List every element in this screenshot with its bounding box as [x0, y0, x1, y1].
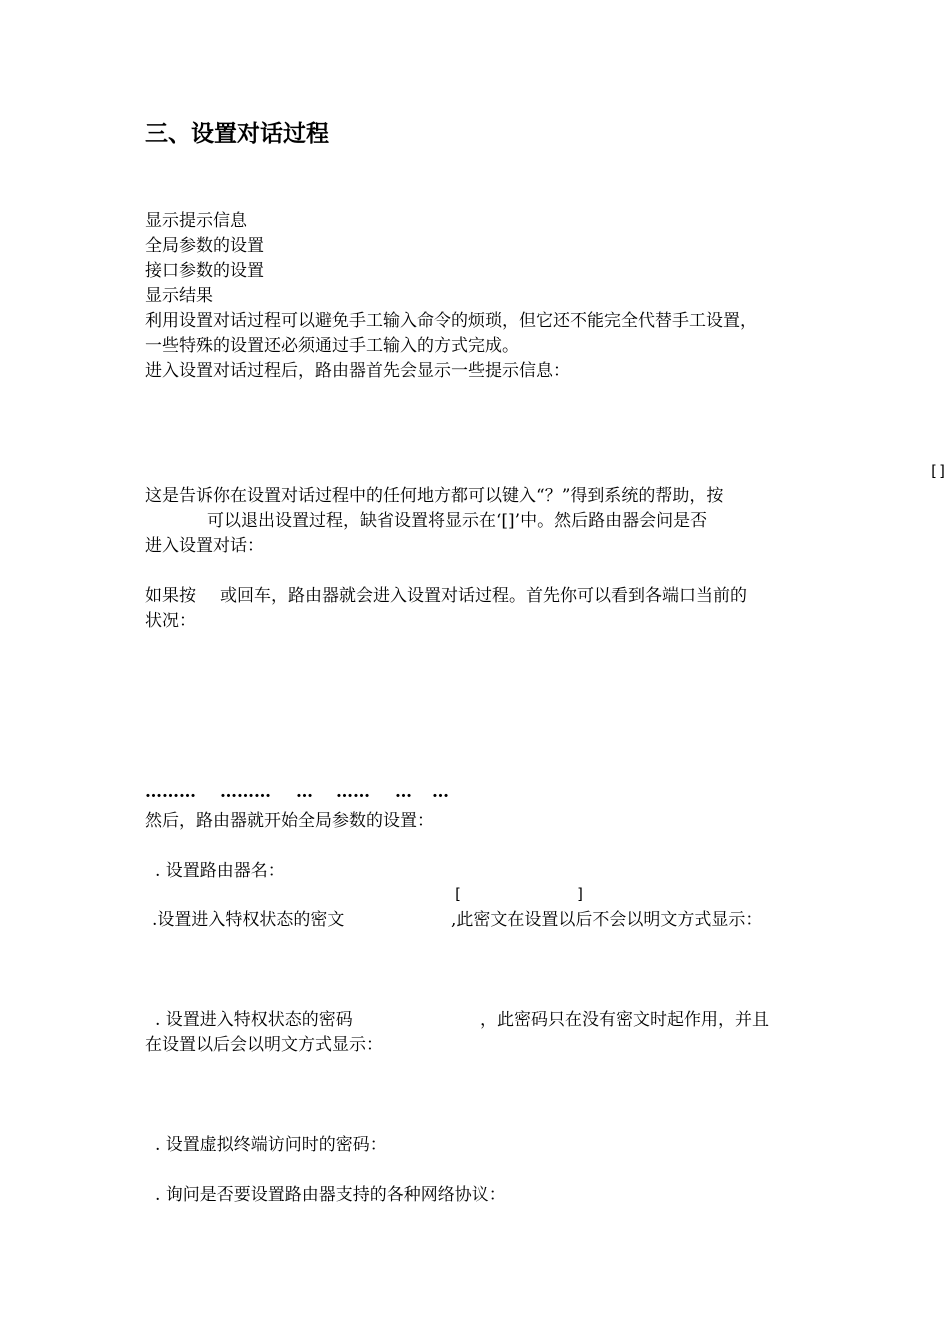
list-item: 显示结果 [145, 286, 213, 306]
ellipsis: ……… [145, 782, 196, 802]
paragraph-line: 在设置以后会以明文方式显示： [145, 1035, 383, 1055]
ellipsis: … [395, 782, 412, 802]
paragraph-line: 状况： [145, 611, 196, 631]
paragraph-line: 这是告诉你在设置对话过程中的任何地方都可以键入“？”得到系统的帮助，按 [145, 486, 724, 506]
ellipsis: … [432, 782, 449, 802]
paragraph-line: 进入设置对话： [145, 536, 264, 556]
side-bracket: [] [929, 462, 948, 480]
ellipsis: ……… [220, 782, 271, 802]
bracket-right: ] [576, 885, 586, 903]
paragraph-line: 利用设置对话过程可以避免手工输入命令的烦琐，但它还不能完全代替手工设置， [145, 311, 757, 331]
setup-item: . 设置进入特权状态的密码 [155, 1010, 353, 1030]
setup-item: . 设置路由器名： [155, 861, 285, 881]
section-heading: 三、设置对话过程 [145, 121, 329, 147]
setup-item: . 询问是否要设置路由器支持的各种网络协议： [155, 1185, 506, 1205]
setup-item-continued: ，此密码只在没有密文时起作用，并且 [480, 1010, 769, 1030]
paragraph-line: 一些特殊的设置还必须通过手工输入的方式完成。 [145, 336, 519, 356]
paragraph-line: 可以退出设置过程，缺省设置将显示在‘[]’中。然后路由器会问是否 [207, 511, 708, 531]
paragraph-line: 进入设置对话过程后，路由器首先会显示一些提示信息： [145, 361, 570, 381]
paragraph-line: 如果按 [145, 586, 196, 606]
ellipsis: … [296, 782, 313, 802]
setup-item-continued: ,此密文在设置以后不会以明文方式显示： [451, 910, 763, 930]
paragraph-line: 然后，路由器就开始全局参数的设置： [145, 811, 434, 831]
list-item: 显示提示信息 [145, 211, 247, 231]
setup-item: . 设置虚拟终端访问时的密码： [155, 1135, 387, 1155]
paragraph-line: 或回车，路由器就会进入设置对话过程。首先你可以看到各端口当前的 [220, 586, 747, 606]
setup-item: .设置进入特权状态的密文 [152, 910, 345, 930]
ellipsis: …… [336, 782, 370, 802]
list-item: 接口参数的设置 [145, 261, 264, 281]
list-item: 全局参数的设置 [145, 236, 264, 256]
bracket-left: [ [453, 885, 463, 903]
